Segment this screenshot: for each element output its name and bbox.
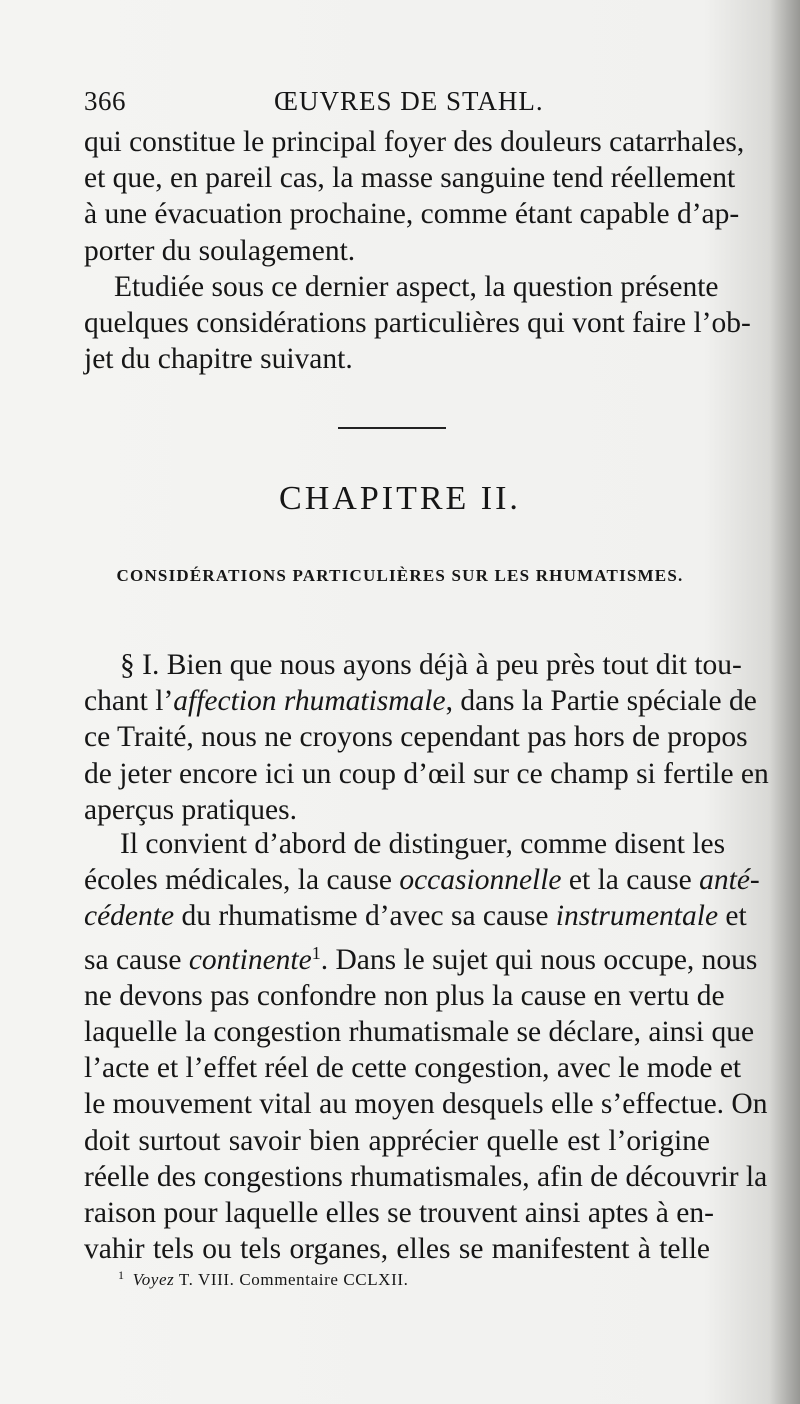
text-line: vahir tels ou tels organes, elles se manifestent à telle — [84, 1233, 710, 1266]
text-line — [84, 935, 758, 978]
italic-term: occasionnelle — [399, 864, 562, 897]
text-line — [84, 898, 747, 934]
italic-term: continente — [188, 943, 312, 976]
text-run: sa cause — [84, 943, 189, 976]
italic-term: instrumentale — [555, 900, 719, 933]
section-divider — [338, 427, 446, 429]
text-line: et que, en pareil cas, la masse sanguine tend réellement — [84, 162, 736, 195]
text-line: ne devons pas confondre non plus la cause en vertu de — [84, 979, 725, 1012]
text-run: et — [718, 900, 747, 933]
italic-term: cédente — [84, 900, 175, 933]
page-number: 366 — [84, 86, 126, 116]
footnote-text: T. VIII. Commentaire CCLXII. — [174, 1270, 409, 1289]
text-line: à une évacuation prochaine, comme étant capable d’ap- — [84, 198, 740, 231]
text-line — [84, 862, 760, 898]
page-edge-shadow — [770, 0, 800, 1404]
text-line: jet du chapitre suivant. — [84, 343, 353, 376]
text-line: l’acte et l’effet réel de cette congestion, avec le mode et — [84, 1052, 742, 1085]
text-line — [84, 683, 757, 719]
text-line: doit surtout savoir bien apprécier quelle est l’origine — [84, 1124, 710, 1157]
text-run: du rhumatisme d’avec sa cause — [174, 900, 556, 933]
text-line: raison pour laquelle elles se trouvent ainsi aptes à en- — [84, 1197, 714, 1230]
text-line: de jeter encore ici un coup d’œil sur ce champ si fertile en — [84, 757, 769, 790]
text-line: porter du soulagement. — [84, 234, 356, 267]
text-line: aperçus pratiques. — [84, 793, 297, 826]
footnote-marker: 1 — [118, 1268, 125, 1282]
text-line: le mouvement vital au moyen desquels elle s’effectue. On — [84, 1088, 768, 1121]
footnote-reference[interactable]: 1 — [311, 942, 321, 963]
footnote — [118, 1268, 408, 1290]
text-run: chant l’ — [84, 685, 174, 718]
text-run: . Dans le sujet qui nous occupe, nous — [320, 943, 758, 976]
running-title: ŒUVRES DE STAHL. — [274, 86, 544, 116]
text-line: Etudiée sous ce dernier aspect, la question présente — [114, 270, 719, 303]
text-run: , dans la Partie spéciale de — [445, 685, 757, 718]
footnote-italic: Voyez — [132, 1270, 175, 1289]
text-line: Il convient d’abord de distinguer, comme disent les — [120, 828, 726, 860]
text-line: laquelle la congestion rhumatismale se déclare, ainsi que — [84, 1016, 755, 1049]
running-head — [84, 86, 704, 120]
text-line: quelques considérations particulières qui vont faire l’ob- — [84, 307, 751, 340]
text-line: ce Traité, nous ne croyons cependant pas hors de propos — [84, 721, 748, 754]
body-paragraph — [84, 826, 768, 1267]
text-line: § I. Bien que nous ayons déjà à peu près tout dit tou- — [120, 649, 742, 681]
text-line: réelle des congestions rhumatismales, afin de découvrir la — [84, 1160, 768, 1193]
italic-term: anté- — [699, 864, 760, 897]
italic-term: affection rhumatismale — [173, 685, 446, 718]
text-run: écoles médicales, la cause — [84, 864, 400, 897]
chapter-subtitle: CONSIDÉRATIONS PARTICULIÈRES SUR LES RHUMATISMES. — [116, 566, 684, 585]
intro-text — [84, 124, 751, 377]
text-line: qui constitue le principal foyer des douleurs catarrhales, — [84, 126, 745, 158]
section-paragraph — [84, 647, 769, 828]
chapter-title: CHAPITRE II. — [279, 480, 521, 517]
text-run: et la cause — [561, 864, 700, 897]
